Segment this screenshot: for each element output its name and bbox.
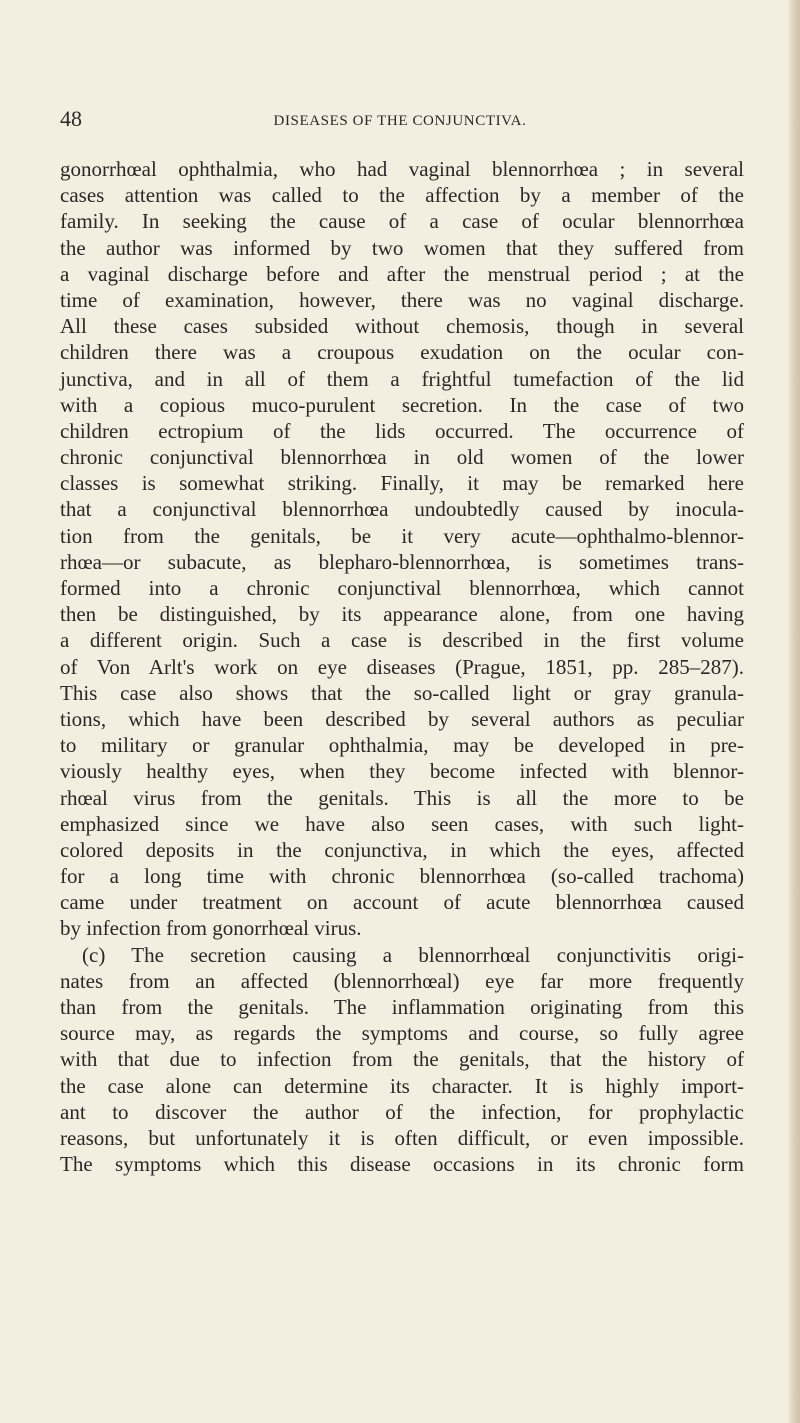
text-line: (c) The secretion causing a blennorrhœal conjunctivitis origi- bbox=[82, 942, 744, 967]
text-line: junctiva, and in all of them a frightful tumefaction of the lid bbox=[60, 366, 744, 391]
text-line: emphasized since we have also seen cases, with such light- bbox=[60, 811, 744, 836]
text-line: cases attention was called to the affection by a member of the bbox=[60, 183, 744, 208]
text-line: time of examination, however, there was no vaginal discharge. bbox=[60, 287, 744, 312]
text-line: that a conjunctival blennorrhœa undoubtedly caused by inocula- bbox=[60, 497, 744, 522]
text-line: the case alone can determine its character. It is highly import- bbox=[60, 1073, 744, 1098]
text-line: This case also shows that the so-called light or gray granula- bbox=[60, 680, 744, 705]
text-line: nates from an affected (blennorrhœal) eye far more frequently bbox=[60, 968, 744, 993]
text-line: family. In seeking the cause of a case of ocular blennorrhœa bbox=[60, 209, 744, 234]
text-line: chronic conjunctival blennorrhœa in old women of the lower bbox=[60, 445, 744, 470]
text-line: The symptoms which this disease occasions in its chronic form bbox=[60, 1152, 744, 1177]
text-line: than from the genitals. The inflammation originating from this bbox=[60, 995, 744, 1019]
text-line: viously healthy eyes, when they become infected with blennor- bbox=[60, 759, 744, 784]
text-line: for a long time with chronic blennorrhœa (so-called trachoma) bbox=[60, 864, 744, 889]
text-line: tions, which have been described by several authors as peculiar bbox=[60, 706, 744, 731]
text-line: children there was a croupous exudation on the ocular con- bbox=[60, 340, 744, 365]
text-line: with a copious muco-purulent secretion. In the case of two bbox=[60, 392, 744, 417]
text-line: to military or granular ophthalmia, may be developed in pre- bbox=[60, 733, 744, 758]
text-line: reasons, but unfortunately it is often difficult, or even impossible. bbox=[60, 1125, 744, 1150]
text-line: rhœa—or subacute, as blepharo-blennorrhœa, is sometimes trans- bbox=[60, 549, 744, 574]
body-text bbox=[60, 156, 744, 1177]
text-line: classes is somewhat striking. Finally, it may be remarked here bbox=[60, 471, 744, 496]
text-line: a different origin. Such a case is described in the first volume bbox=[60, 628, 744, 653]
text-line: came under treatment on account of acute blennorrhœa caused bbox=[60, 890, 744, 915]
text-line: formed into a chronic conjunctival blennorrhœa, which cannot bbox=[60, 576, 744, 600]
text-line: then be distinguished, by its appearance alone, from one having bbox=[60, 602, 744, 627]
text-line: source may, as regards the symptoms and course, so fully agree bbox=[60, 1021, 744, 1046]
page-edge-shadow bbox=[788, 0, 800, 1423]
text-line: with that due to infection from the genitals, that the history of bbox=[60, 1047, 744, 1072]
text-line: the author was informed by two women that they suffered from bbox=[60, 235, 744, 260]
text-line: by infection from gonorrhœal virus. bbox=[60, 916, 362, 941]
running-head: DISEASES OF THE CONJUNCTIVA. bbox=[273, 113, 527, 129]
text-line: of Von Arlt's work on eye diseases (Prague, 1851, pp. 285–287). bbox=[60, 654, 744, 679]
text-line: a vaginal discharge before and after the menstrual period ; at the bbox=[60, 261, 744, 286]
text-line: All these cases subsided without chemosis, though in several bbox=[60, 314, 744, 339]
text-line: rhœal virus from the genitals. This is all the more to be bbox=[60, 785, 744, 810]
text-line: gonorrhœal ophthalmia, who had vaginal blennorrhœa ; in several bbox=[60, 157, 744, 181]
text-line: tion from the genitals, be it very acute—ophthalmo-blennor- bbox=[60, 523, 744, 548]
text-line: ant to discover the author of the infection, for prophylactic bbox=[60, 1099, 744, 1124]
text-line: children ectropium of the lids occurred. The occurrence of bbox=[60, 418, 744, 443]
text-line: colored deposits in the conjunctiva, in which the eyes, affected bbox=[60, 837, 744, 862]
page-number: 48 bbox=[60, 106, 82, 131]
